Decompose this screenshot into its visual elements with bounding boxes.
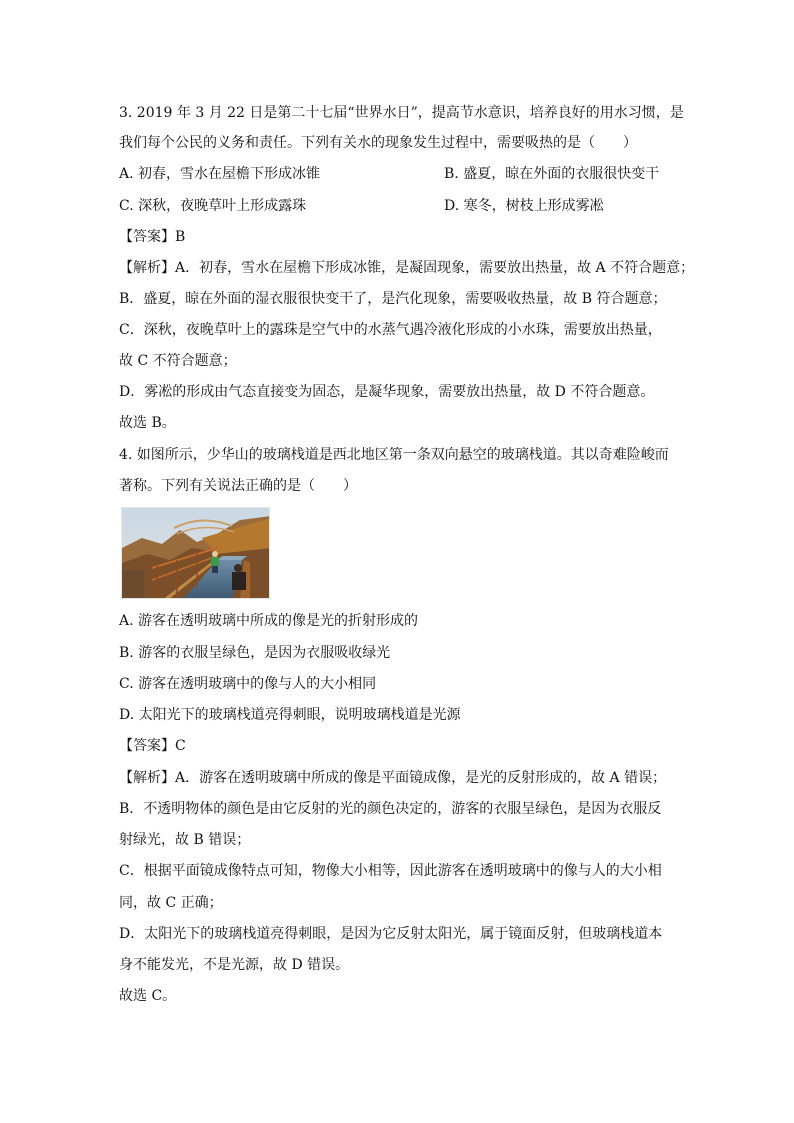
q3-analysis-line: C．深秋，夜晚草叶上的露珠是空气中的水蒸气遇冷液化形成的小水珠，需要放出热量， xyxy=(119,322,662,338)
q4-stem-line2: 著称。下列有关说法正确的是（ ） xyxy=(119,478,357,494)
q4-option-c: C. 游客在透明玻璃中的像与人的大小相同 xyxy=(119,676,377,692)
q4-analysis-line: B．不透明物体的颜色是由它反射的光的颜色决定的，游客的衣服呈绿色，是因为衣服反 xyxy=(119,801,662,817)
q4-analysis-line: 射绿光，故 B 错误； xyxy=(119,832,251,848)
q3-analysis-line: 【解析】A．初春，雪水在屋檐下形成冰锥，是凝固现象，需要放出热量，故 A 不符合题意； xyxy=(119,260,695,276)
q3-stem-line2: 我们每个公民的义务和责任。下列有关水的现象发生过程中，需要吸热的是（ ） xyxy=(119,135,637,151)
q3-option-a: A. 初春，雪水在屋檐下形成冰锥 xyxy=(119,166,321,182)
q3-option-c: C. 深秋，夜晚草叶上形成露珠 xyxy=(119,198,307,214)
q4-analysis-line: 故选 C。 xyxy=(119,988,177,1004)
q4-analysis-line: D．太阳光下的玻璃栈道亮得刺眼，是因为它反射太阳光，属于镜面反射，但玻璃栈道本 xyxy=(119,926,663,942)
q4-analysis-line: 同，故 C 正确； xyxy=(119,895,223,911)
q3-option-b: B. 盛夏，晾在外面的衣服很快变干 xyxy=(444,166,660,182)
q3-analysis-line: 故 C 不符合题意； xyxy=(119,353,237,369)
q4-analysis-line: C．根据平面镜成像特点可知，物像大小相等，因此游客在透明玻璃中的像与人的大小相 xyxy=(119,863,662,879)
q4-option-d: D. 太阳光下的玻璃栈道亮得刺眼，说明玻璃栈道是光源 xyxy=(119,707,461,723)
q4-option-a: A. 游客在透明玻璃中所成的像是光的折射形成的 xyxy=(119,613,419,629)
q3-stem-line1: 3. 2019 年 3 月 22 日是第二十七届“世界水日”，提高节水意识，培养良好的用水习惯，是 xyxy=(119,105,684,121)
q3-option-d: D. 寒冬，树枝上形成雾凇 xyxy=(444,198,604,214)
q3-analysis-line: D．雾凇的形成由气态直接变为固态，是凝华现象，需要放出热量，故 D 不符合题意。 xyxy=(119,384,655,400)
glass-walkway-photo xyxy=(121,507,270,599)
q4-answer: 【答案】C xyxy=(119,738,186,754)
q4-analysis-line: 【解析】A．游客在透明玻璃中所成的像是平面镜成像，是光的反射形成的，故 A 错误； xyxy=(119,770,667,786)
q3-analysis-line: B．盛夏，晾在外面的湿衣服很快变干了，是汽化现象，需要吸收热量，故 B 符合题意； xyxy=(119,291,667,307)
q4-option-b: B. 游客的衣服呈绿色，是因为衣服吸收绿光 xyxy=(119,645,391,661)
q4-analysis-line: 身不能发光，不是光源，故 D 错误。 xyxy=(119,957,350,973)
q4-stem-line1: 4. 如图所示，少华山的玻璃栈道是西北地区第一条双向悬空的玻璃栈道。其以奇难险峻而 xyxy=(119,447,669,463)
q3-answer: 【答案】B xyxy=(119,229,186,245)
q3-analysis-line: 故选 B。 xyxy=(119,415,176,431)
